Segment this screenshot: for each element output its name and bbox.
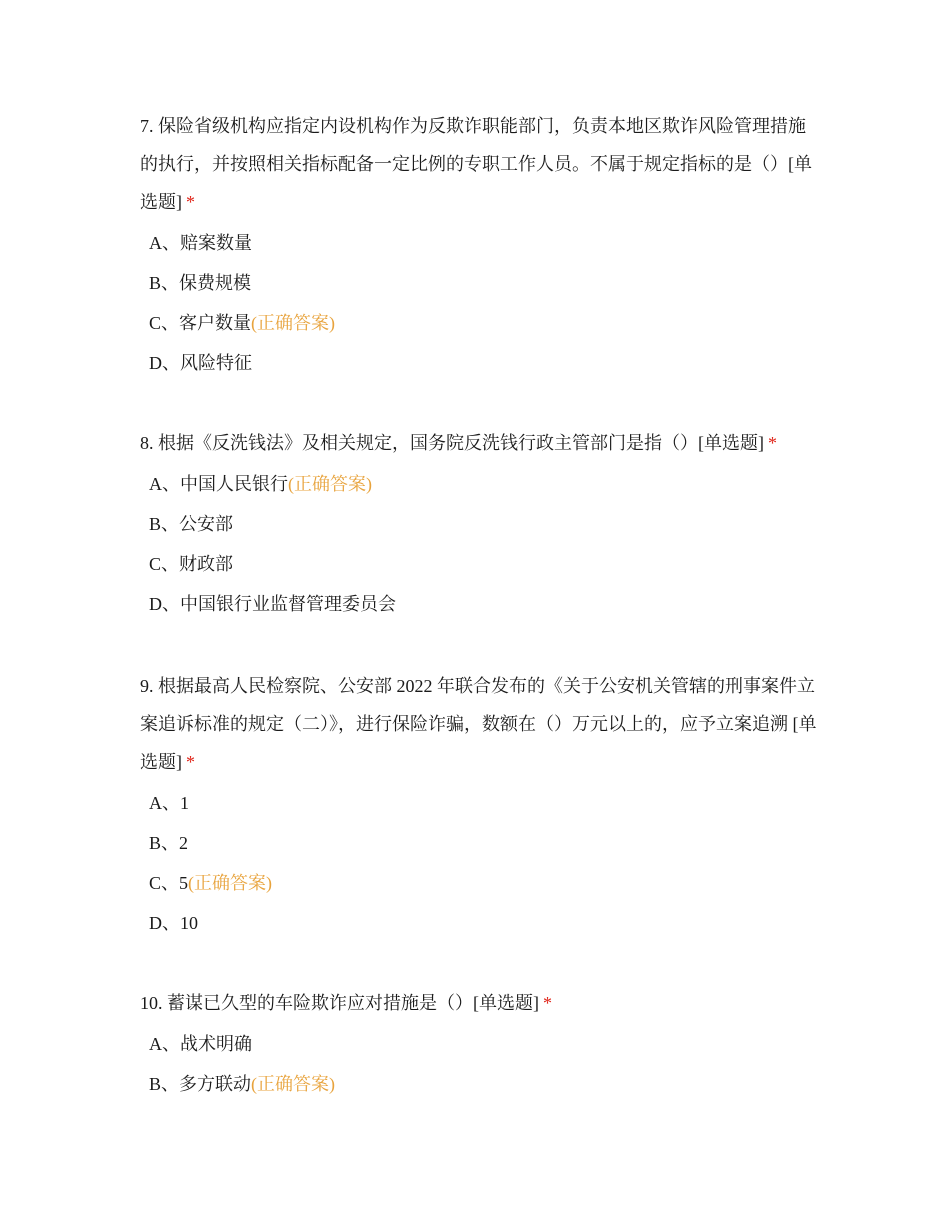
question-10 (140, 984, 820, 1104)
option-list (140, 1024, 820, 1104)
option-c[interactable] (140, 544, 820, 584)
option-a[interactable] (140, 1024, 820, 1064)
option-b[interactable] (140, 823, 820, 863)
option-b[interactable] (140, 263, 820, 303)
option-label: A、战术明确 (149, 1034, 252, 1054)
option-label: C、财政部 (149, 554, 234, 574)
option-label: B、多方联动 (149, 1074, 252, 1094)
option-label: A、1 (149, 793, 189, 813)
question-text: 10. 蓄谋已久型的车险欺诈应对措施是（）[单选题] (140, 993, 539, 1013)
option-label: B、公安部 (149, 514, 234, 534)
correct-answer-mark: (正确答案) (251, 1074, 336, 1094)
option-d[interactable] (140, 903, 820, 943)
question-7 (140, 107, 820, 383)
question-title (140, 984, 820, 1022)
question-text: 7. 保险省级机构应指定内设机构作为反欺诈职能部门，负责本地区欺诈风险管理措施的执行，并按照相关指标配备一定比例的专职工作人员。不属于规定指标的是（）[单选题] (140, 116, 812, 212)
option-list (140, 464, 820, 624)
question-text: 9. 根据最高人民检察院、公安部 2022 年联合发布的《关于公安机关管辖的刑事案件立案追诉标准的规定（二）》，进行保险诈骗，数额在（）万元以上的，应予立案追溯 [单选题] (140, 676, 817, 772)
option-list (140, 783, 820, 943)
question-title (140, 667, 820, 781)
question-title (140, 107, 820, 221)
question-8 (140, 424, 820, 624)
question-9 (140, 667, 820, 943)
option-label: A、赔案数量 (149, 233, 252, 253)
option-label: B、2 (149, 833, 189, 853)
option-label: A、中国人民银行 (149, 474, 288, 494)
option-b[interactable] (140, 504, 820, 544)
option-c[interactable] (140, 303, 820, 343)
option-d[interactable] (140, 584, 820, 624)
required-marker: * (186, 192, 195, 212)
option-c[interactable] (140, 863, 820, 903)
option-label: B、保费规模 (149, 273, 252, 293)
option-label: D、风险特征 (149, 353, 252, 373)
required-marker: * (543, 993, 552, 1013)
question-title (140, 424, 820, 462)
correct-answer-mark: (正确答案) (288, 474, 372, 494)
required-marker: * (186, 752, 195, 772)
option-b[interactable] (140, 1064, 820, 1104)
option-label: D、10 (149, 913, 198, 933)
option-a[interactable] (140, 464, 820, 504)
required-marker: * (768, 433, 777, 453)
option-d[interactable] (140, 343, 820, 383)
option-list (140, 223, 820, 383)
option-label: C、客户数量 (149, 313, 252, 333)
question-text: 8. 根据《反洗钱法》及相关规定，国务院反洗钱行政主管部门是指（）[单选题] (140, 433, 764, 453)
option-label: D、中国银行业监督管理委员会 (149, 594, 396, 614)
option-label: C、5 (149, 873, 189, 893)
correct-answer-mark: (正确答案) (188, 873, 273, 893)
option-a[interactable] (140, 783, 820, 823)
option-a[interactable] (140, 223, 820, 263)
correct-answer-mark: (正确答案) (251, 313, 336, 333)
